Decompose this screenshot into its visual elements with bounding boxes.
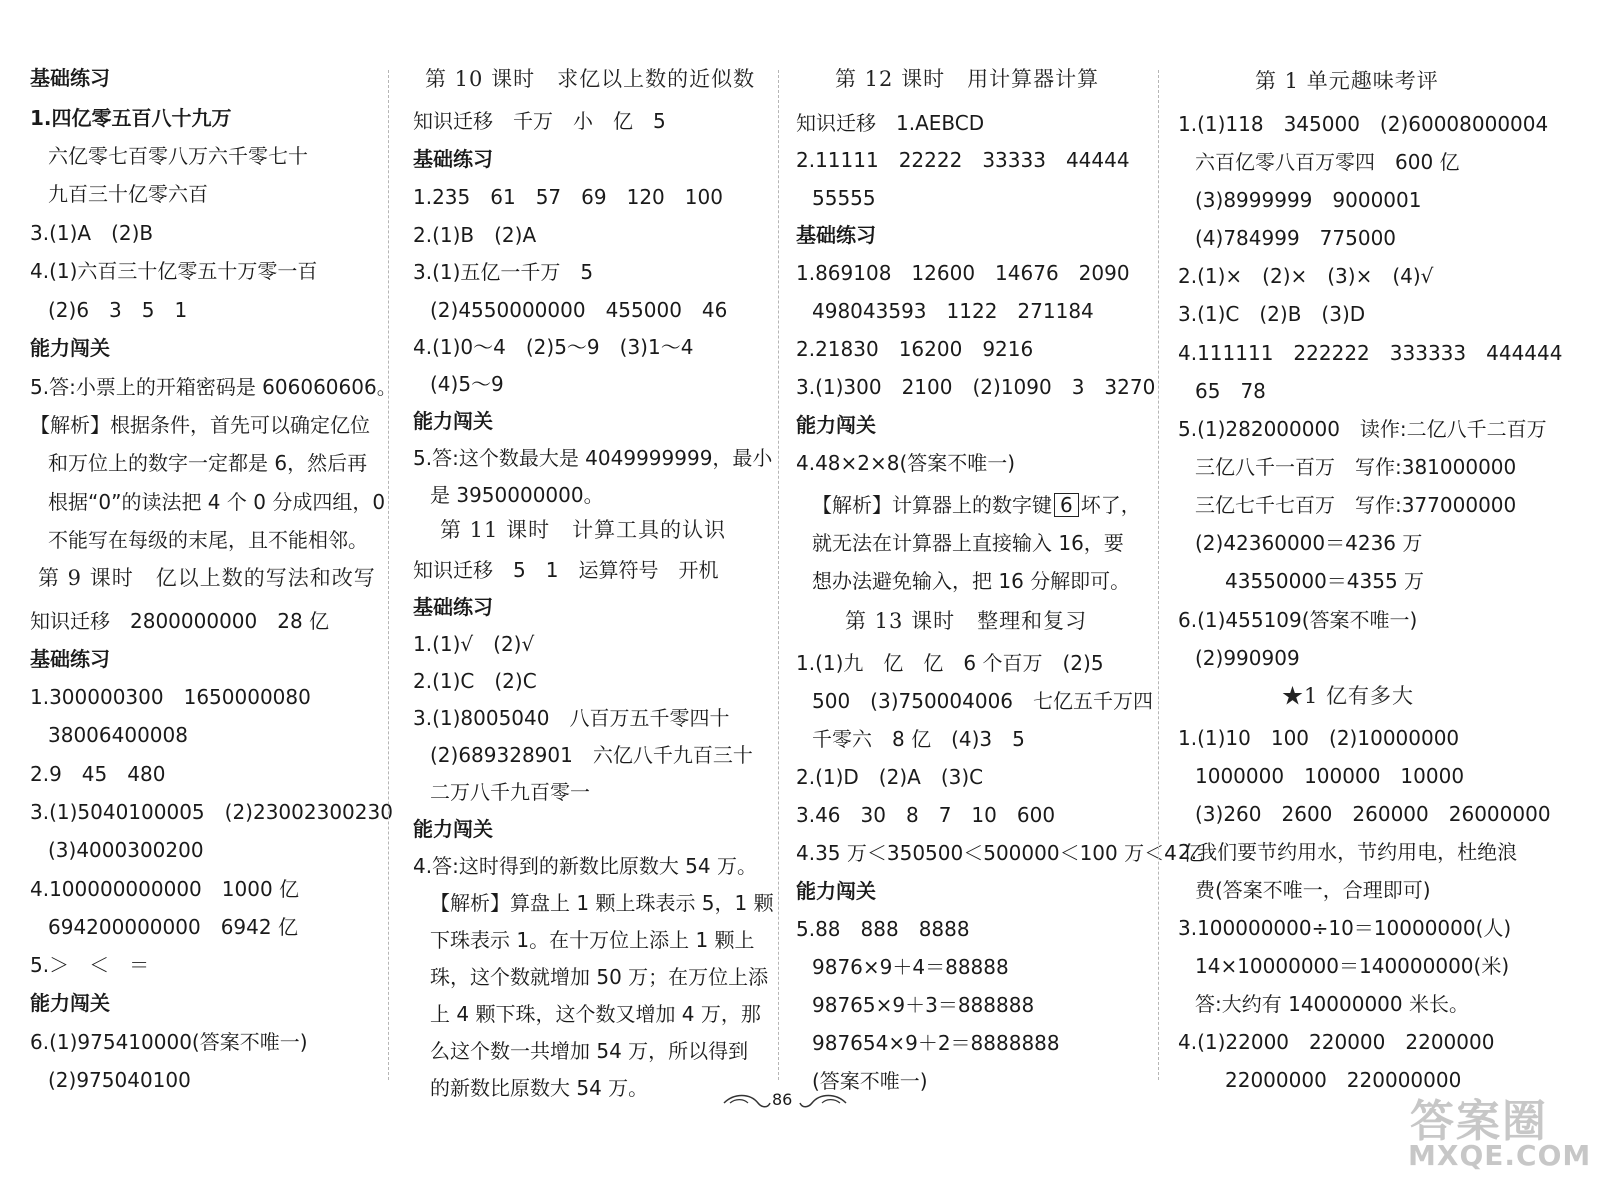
lesson-title: 第 9 课时 亿以上数的写法和改写 [38, 566, 376, 590]
answer-line: 知识迁移 千万 小 亿 5 [413, 109, 666, 133]
explanation-line: 根据“0”的读法把 4 个 0 分成四组，0 [48, 490, 386, 514]
answer-line: 六百亿零八百万零四 600 亿 [1195, 150, 1460, 174]
watermark-text: 答案圈 [1410, 1096, 1548, 1147]
answer-line: (答案不唯一) [812, 1069, 928, 1093]
answer-line: 六亿零七百零八万六千零七十 [48, 144, 308, 168]
explanation-line: 【解析】算盘上 1 颗上珠表示 5，1 颗 [430, 891, 774, 915]
answer-line: 43550000＝4355 万 [1225, 569, 1425, 593]
answer-line: 二万八千九百零一 [430, 780, 590, 804]
answer-line: 1.四亿零五百八十九万 [30, 106, 232, 130]
lesson-title: 第 10 课时 求亿以上数的近似数 [425, 67, 756, 91]
answer-line: 三亿七千七百万 写作:377000000 [1195, 493, 1517, 517]
answer-line: 5.答:小票上的开箱密码是 606060606。 [30, 375, 397, 399]
answer-line: 6.(1)975410000(答案不唯一) [30, 1030, 308, 1054]
answer-line: 三亿八千一百万 写作:381000000 [1195, 455, 1517, 479]
explanation-line: 【解析】根据条件，首先可以确定亿位 [30, 413, 370, 437]
answer-line: 答:大约有 140000000 米长。 [1195, 992, 1469, 1016]
answer-line: (2)6 3 5 1 [48, 298, 188, 322]
answer-line: 4.(1)六百三十亿零五十万零一百 [30, 259, 318, 283]
section-heading: 能力闯关 [413, 817, 493, 841]
answer-line: 4.100000000000 1000 亿 [30, 877, 300, 901]
answer-line: 987654×9＋2＝8888888 [812, 1031, 1060, 1055]
answer-line: 知识迁移 1.AEBCD [796, 111, 985, 135]
answer-line: 4.答:这时得到的新数比原数大 54 万。 [413, 854, 757, 878]
answer-line: (2)975040100 [48, 1068, 191, 1092]
answer-line: (2)42360000＝4236 万 [1195, 531, 1423, 555]
answer-line: 2.(1)D (2)A (3)C [796, 765, 984, 789]
unit-title: 第 1 单元趣味考评 [1255, 69, 1439, 93]
explanation-line: 珠，这个数就增加 50 万；在万位上添 [430, 965, 769, 989]
section-heading: 基础练习 [30, 647, 110, 671]
section-title: ★1 亿有多大 [1282, 684, 1415, 708]
answer-line: 4.35 万＜350500＜500000＜100 万＜4 亿 [796, 841, 1204, 865]
answer-line: 是 3950000000。 [430, 483, 604, 507]
answer-line: (4)784999 775000 [1195, 226, 1397, 250]
column-divider [388, 70, 389, 1080]
answer-line: 3.(1)300 2100 (2)1090 3 3270 [796, 375, 1156, 399]
answer-line: 1.(1)√ (2)√ [413, 632, 535, 656]
answer-line: 6.(1)455109(答案不唯一) [1178, 608, 1418, 632]
answer-line: 4.(1)0～4 (2)5～9 (3)1～4 [413, 335, 694, 359]
answer-line: 1.(1)10 100 (2)10000000 [1178, 726, 1460, 750]
explanation-line: 不能写在每级的末尾，且不能相邻。 [48, 528, 368, 552]
answer-line: 22000000 220000000 [1225, 1068, 1462, 1092]
answer-line: 55555 [812, 186, 876, 210]
section-heading: 基础练习 [413, 595, 493, 619]
answer-line: 3.100000000÷10＝10000000(人) [1178, 916, 1512, 940]
answer-line: 2.(1)B (2)A [413, 223, 537, 247]
answer-line: 500 (3)750004006 七亿五千万四 [812, 689, 1154, 713]
answer-line: 98765×9＋3＝888888 [812, 993, 1035, 1017]
answer-line: 3.(1)8005040 八百万五千零四十 [413, 706, 730, 730]
answer-line: 费(答案不唯一，合理即可) [1195, 878, 1431, 902]
lesson-title: 第 12 课时 用计算器计算 [835, 67, 1100, 91]
column-divider [778, 70, 779, 1080]
answer-line: 5.＞ ＜ ＝ [30, 953, 150, 977]
section-heading: 基础练习 [30, 66, 110, 90]
answer-line: 知识迁移 5 1 运算符号 开机 [413, 558, 719, 582]
answer-line: 38006400008 [48, 723, 188, 747]
explanation-line: 么这个数一共增加 54 万，所以得到 [430, 1039, 749, 1063]
answer-line: 498043593 1122 271184 [812, 299, 1094, 323]
answer-line: 2.我们要节约用水，节约用电，杜绝浪 [1178, 840, 1518, 864]
answer-line: 2.21830 16200 9216 [796, 337, 1034, 361]
section-heading: 基础练习 [413, 147, 493, 171]
explanation-line: 的新数比原数大 54 万。 [430, 1076, 649, 1100]
answer-line: 1000000 100000 10000 [1195, 764, 1465, 788]
page-number: 86 [772, 1090, 793, 1109]
lesson-title: 第 13 课时 整理和复习 [845, 609, 1088, 633]
answer-line: 2.11111 22222 33333 44444 [796, 148, 1130, 172]
section-heading: 能力闯关 [30, 991, 110, 1015]
answer-line: 1.(1)118 345000 (2)60008000004 [1178, 112, 1549, 136]
answer-line: 2.9 45 480 [30, 762, 166, 786]
answer-line: 5.答:这个数最大是 4049999999，最小 [413, 446, 773, 470]
answer-line: 1.(1)九 亿 亿 6 个百万 (2)5 [796, 651, 1104, 675]
answer-line: 1.235 61 57 69 120 100 [413, 185, 723, 209]
answer-line: 千零六 8 亿 (4)3 5 [812, 727, 1025, 751]
answer-line: (3)260 2600 260000 26000000 [1195, 802, 1551, 826]
answer-line: 14×10000000＝140000000(米) [1195, 954, 1510, 978]
answer-line: 65 78 [1195, 379, 1266, 403]
explanation-line: 【解析】计算器上的数字键 6 坏了， [812, 493, 1141, 517]
lesson-title: 第 11 课时 计算工具的认识 [440, 518, 727, 542]
answer-line: 694200000000 6942 亿 [48, 915, 298, 939]
column-divider [1158, 70, 1159, 1080]
explanation-line: 和万位上的数字一定都是 6，然后再 [48, 451, 368, 475]
key-6-box: 6 [1054, 493, 1079, 517]
answer-line: 5.(1)282000000 读作:二亿八千二百万 [1178, 417, 1547, 441]
answer-line: 3.(1)五亿一千万 5 [413, 260, 594, 284]
watermark-url: MXQE.COM [1408, 1139, 1592, 1172]
section-heading: 能力闯关 [413, 409, 493, 433]
answer-line: 4.48×2×8(答案不唯一) [796, 451, 1016, 475]
section-heading: 能力闯关 [796, 413, 876, 437]
answer-line: (4)5～9 [430, 372, 504, 396]
answer-line: 4.111111 222222 333333 444444 [1178, 341, 1563, 365]
answer-line: 知识迁移 2800000000 28 亿 [30, 609, 330, 633]
answer-line: 1.300000300 1650000080 [30, 685, 311, 709]
section-heading: 能力闯关 [796, 879, 876, 903]
answer-line: (3)8999999 9000001 [1195, 188, 1422, 212]
watermark [1400, 1085, 1595, 1185]
answer-line: 3.(1)A (2)B [30, 221, 154, 245]
answer-line: 九百三十亿零六百 [48, 182, 208, 206]
answer-line: 3.46 30 8 7 10 600 [796, 803, 1056, 827]
explanation-line: 下珠表示 1。在十万位上添上 1 颗上 [430, 928, 755, 952]
page-footer [720, 1088, 850, 1118]
answer-line: (2)990909 [1195, 646, 1300, 670]
answer-line: 4.(1)22000 220000 2200000 [1178, 1030, 1495, 1054]
explanation-line: 就无法在计算器上直接输入 16，要 [812, 531, 1124, 555]
answer-line: 3.(1)5040100005 (2)23002300230 [30, 800, 393, 824]
answer-line: 1.869108 12600 14676 2090 [796, 261, 1130, 285]
answer-line: (2)689328901 六亿八千九百三十 [430, 743, 753, 767]
section-heading: 能力闯关 [30, 336, 110, 360]
explanation-line: 上 4 颗下珠，这个数又增加 4 万，那 [430, 1002, 761, 1026]
answer-line: 2.(1)C (2)C [413, 669, 537, 693]
answer-line: (3)4000300200 [48, 838, 204, 862]
explanation-line: 想办法避免输入，把 16 分解即可。 [812, 569, 1131, 593]
answer-line: 9876×9＋4＝88888 [812, 955, 1009, 979]
answer-line: (2)4550000000 455000 46 [430, 298, 728, 322]
section-heading: 基础练习 [796, 223, 876, 247]
answer-line: 5.88 888 8888 [796, 917, 970, 941]
answer-line: 3.(1)C (2)B (3)D [1178, 302, 1366, 326]
answer-line: 2.(1)× (2)× (3)× (4)√ [1178, 264, 1434, 288]
